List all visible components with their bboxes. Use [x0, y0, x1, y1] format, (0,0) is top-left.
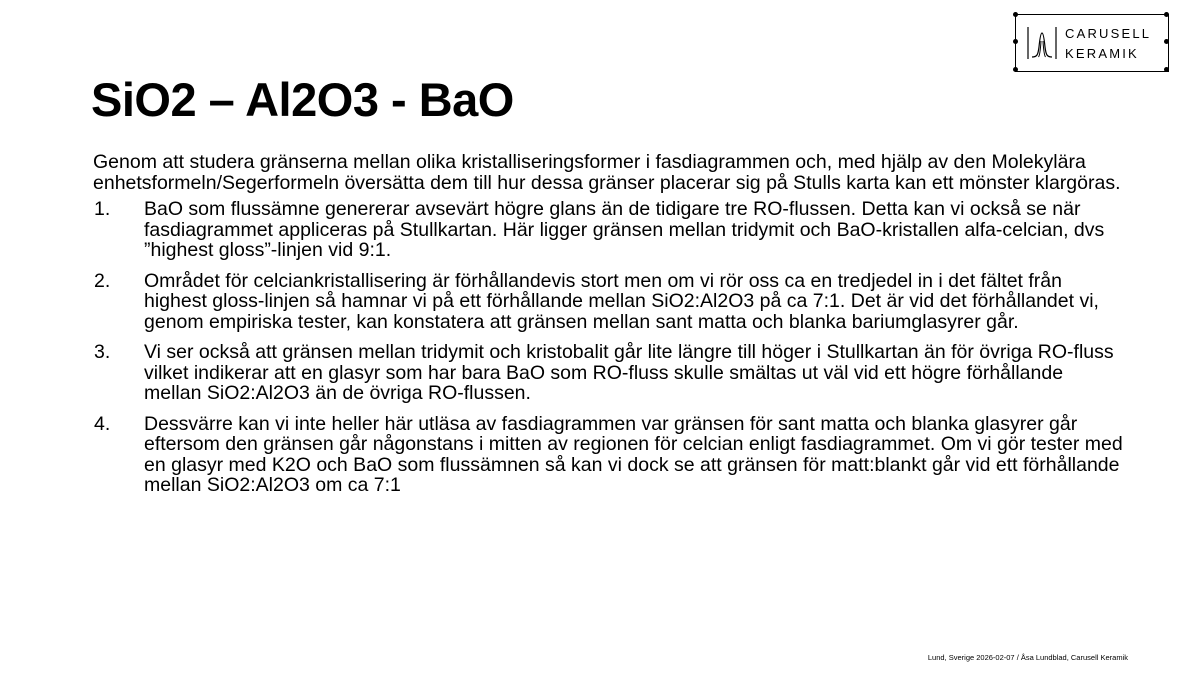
logo-text-line1: CARUSELL: [1065, 26, 1152, 41]
list-item-text: Vi ser också att gränsen mellan tridymit och kristobalit går lite längre till höger i Stullkartan än för övriga RO-fluss vilket indikerar att en glasyr som har bara BaO som RO-fluss skulle smältas ut väl vid ett högre förhållande mellan SiO2:Al2O3 än de övriga RO-flussen.: [144, 341, 1114, 404]
logo: [1015, 14, 1169, 72]
intro-paragraph: Genom att studera gränserna mellan olika kristalliseringsformer i fasdiagrammen och, med hjälp av den Molekylära enhetsformeln/Segerformeln översätta dem till hur dessa gränser placerar sig på Stulls karta kan ett mönster klargöras.: [93, 151, 1121, 194]
list-item-text: BaO som flussämne genererar avsevärt högre glans än de tidigare tre RO-flussen. Detta kan vi också se när fasdiagrammet appliceras på Stullkartan. Här ligger gränsen mellan tridymit och BaO-kristallen alfa-celcian, dvs ”highest gloss”-linjen vid 9:1.: [144, 198, 1105, 261]
list-item: [93, 414, 1123, 496]
list-item-number: 1.: [94, 198, 111, 220]
list-item-number: 2.: [94, 269, 111, 292]
logo-corner-dot: [1013, 67, 1018, 72]
list-item: [93, 271, 1123, 333]
logo-text-line2: KERAMIK: [1065, 46, 1139, 61]
list-item-number: 4.: [94, 412, 111, 435]
logo-corner-dot: [1164, 12, 1169, 17]
footer-text: Lund, Sverige 2026-02-07 / Åsa Lundblad, Carusell Keramik: [927, 653, 1128, 662]
list-item: [93, 199, 1123, 261]
list-item-text: Området för celciankristallisering är förhållandevis stort men om vi rör oss ca en tredjedel in i det fältet från highest gloss-linjen så hamnar vi på ett förhållande mellan SiO2:Al2O3 på ca 7:1. Det är vid det förhållandet vi, genom empiriska tester, kan konstatera att gränsen mellan sant matta och blanka bariumglasyrer går.: [144, 269, 1099, 333]
numbered-list: [93, 199, 1123, 496]
list-item: [93, 342, 1123, 404]
list-item-text: Dessvärre kan vi inte heller här utläsa av fasdiagrammen var gränsen för sant matta och blanka glasyrer går eftersom den gränsen går någonstans i mitten av regionen för celcian enligt fasdiagrammet. Om vi gör tester med en glasyr med K2O och BaO som flussämnen så kan vi dock se att gränsen för matt:blankt går vid ett förhållande mellan SiO2:Al2O3 om ca 7:1: [144, 412, 1123, 496]
slide-title: SiO2 – Al2O3 - BaO: [91, 73, 514, 126]
logo-side-dot: [1013, 39, 1018, 44]
logo-corner-dot: [1013, 12, 1018, 17]
list-item-number: 3.: [94, 341, 111, 363]
logo-side-dot: [1164, 39, 1169, 44]
slide-body: [93, 152, 1123, 506]
logo-corner-dot: [1164, 67, 1169, 72]
carousel-icon: [1025, 25, 1059, 61]
